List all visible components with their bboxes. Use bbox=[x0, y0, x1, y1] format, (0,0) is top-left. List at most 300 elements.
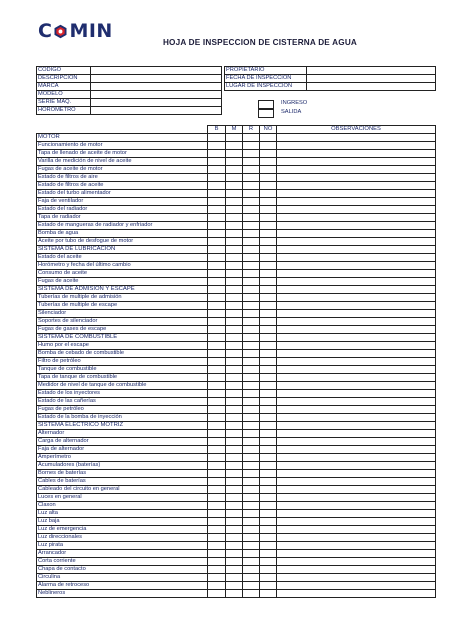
equipment-info-value-field[interactable] bbox=[91, 99, 222, 107]
observation-cell[interactable] bbox=[277, 390, 436, 398]
observation-cell[interactable] bbox=[277, 190, 436, 198]
rating-r-cell[interactable] bbox=[243, 558, 260, 566]
rating-r-cell[interactable] bbox=[243, 494, 260, 502]
rating-no-cell[interactable] bbox=[260, 534, 277, 542]
rating-b-cell[interactable] bbox=[208, 166, 226, 174]
rating-b-cell[interactable] bbox=[208, 502, 226, 510]
rating-r-cell[interactable] bbox=[243, 214, 260, 222]
rating-m-cell[interactable] bbox=[226, 230, 243, 238]
rating-r-cell[interactable] bbox=[243, 238, 260, 246]
rating-r-cell[interactable] bbox=[243, 310, 260, 318]
rating-m-cell[interactable] bbox=[226, 142, 243, 150]
rating-no-cell[interactable] bbox=[260, 374, 277, 382]
rating-b-cell[interactable] bbox=[208, 142, 226, 150]
rating-m-cell[interactable] bbox=[226, 254, 243, 262]
observation-cell[interactable] bbox=[277, 550, 436, 558]
rating-no-cell[interactable] bbox=[260, 590, 277, 598]
rating-r-cell[interactable] bbox=[243, 166, 260, 174]
rating-b-cell[interactable] bbox=[208, 246, 226, 254]
observation-cell[interactable] bbox=[277, 462, 436, 470]
observation-cell[interactable] bbox=[277, 374, 436, 382]
rating-b-cell[interactable] bbox=[208, 134, 226, 142]
observation-cell[interactable] bbox=[277, 534, 436, 542]
rating-no-cell[interactable] bbox=[260, 150, 277, 158]
rating-r-cell[interactable] bbox=[243, 182, 260, 190]
observation-cell[interactable] bbox=[277, 238, 436, 246]
rating-r-cell[interactable] bbox=[243, 430, 260, 438]
rating-m-cell[interactable] bbox=[226, 286, 243, 294]
observation-cell[interactable] bbox=[277, 478, 436, 486]
rating-r-cell[interactable] bbox=[243, 262, 260, 270]
rating-m-cell[interactable] bbox=[226, 270, 243, 278]
rating-no-cell[interactable] bbox=[260, 502, 277, 510]
rating-r-cell[interactable] bbox=[243, 542, 260, 550]
observation-cell[interactable] bbox=[277, 502, 436, 510]
rating-m-cell[interactable] bbox=[226, 558, 243, 566]
rating-m-cell[interactable] bbox=[226, 398, 243, 406]
rating-no-cell[interactable] bbox=[260, 302, 277, 310]
rating-r-cell[interactable] bbox=[243, 206, 260, 214]
rating-b-cell[interactable] bbox=[208, 214, 226, 222]
rating-b-cell[interactable] bbox=[208, 478, 226, 486]
rating-no-cell[interactable] bbox=[260, 406, 277, 414]
observation-cell[interactable] bbox=[277, 270, 436, 278]
observation-cell[interactable] bbox=[277, 326, 436, 334]
rating-no-cell[interactable] bbox=[260, 198, 277, 206]
observation-cell[interactable] bbox=[277, 230, 436, 238]
rating-m-cell[interactable] bbox=[226, 294, 243, 302]
rating-b-cell[interactable] bbox=[208, 150, 226, 158]
rating-no-cell[interactable] bbox=[260, 326, 277, 334]
rating-b-cell[interactable] bbox=[208, 206, 226, 214]
rating-r-cell[interactable] bbox=[243, 286, 260, 294]
rating-no-cell[interactable] bbox=[260, 246, 277, 254]
rating-r-cell[interactable] bbox=[243, 334, 260, 342]
rating-b-cell[interactable] bbox=[208, 494, 226, 502]
rating-b-cell[interactable] bbox=[208, 358, 226, 366]
rating-b-cell[interactable] bbox=[208, 182, 226, 190]
rating-b-cell[interactable] bbox=[208, 470, 226, 478]
rating-m-cell[interactable] bbox=[226, 222, 243, 230]
observation-cell[interactable] bbox=[277, 398, 436, 406]
rating-m-cell[interactable] bbox=[226, 158, 243, 166]
rating-r-cell[interactable] bbox=[243, 342, 260, 350]
rating-m-cell[interactable] bbox=[226, 150, 243, 158]
observation-cell[interactable] bbox=[277, 526, 436, 534]
rating-no-cell[interactable] bbox=[260, 238, 277, 246]
rating-b-cell[interactable] bbox=[208, 534, 226, 542]
rating-r-cell[interactable] bbox=[243, 270, 260, 278]
rating-r-cell[interactable] bbox=[243, 486, 260, 494]
rating-no-cell[interactable] bbox=[260, 262, 277, 270]
rating-m-cell[interactable] bbox=[226, 550, 243, 558]
owner-info-value-field[interactable] bbox=[307, 83, 436, 91]
observation-cell[interactable] bbox=[277, 318, 436, 326]
observation-cell[interactable] bbox=[277, 446, 436, 454]
rating-r-cell[interactable] bbox=[243, 406, 260, 414]
rating-b-cell[interactable] bbox=[208, 438, 226, 446]
rating-r-cell[interactable] bbox=[243, 150, 260, 158]
rating-b-cell[interactable] bbox=[208, 462, 226, 470]
rating-b-cell[interactable] bbox=[208, 238, 226, 246]
rating-m-cell[interactable] bbox=[226, 278, 243, 286]
owner-info-value-field[interactable] bbox=[307, 67, 436, 75]
rating-no-cell[interactable] bbox=[260, 182, 277, 190]
rating-r-cell[interactable] bbox=[243, 534, 260, 542]
rating-m-cell[interactable] bbox=[226, 534, 243, 542]
rating-no-cell[interactable] bbox=[260, 222, 277, 230]
rating-m-cell[interactable] bbox=[226, 542, 243, 550]
rating-r-cell[interactable] bbox=[243, 222, 260, 230]
rating-m-cell[interactable] bbox=[226, 382, 243, 390]
rating-m-cell[interactable] bbox=[226, 430, 243, 438]
rating-no-cell[interactable] bbox=[260, 366, 277, 374]
observation-cell[interactable] bbox=[277, 206, 436, 214]
observation-cell[interactable] bbox=[277, 286, 436, 294]
salida-checkbox[interactable] bbox=[258, 109, 274, 118]
observation-cell[interactable] bbox=[277, 518, 436, 526]
rating-b-cell[interactable] bbox=[208, 486, 226, 494]
rating-m-cell[interactable] bbox=[226, 366, 243, 374]
rating-m-cell[interactable] bbox=[226, 502, 243, 510]
rating-no-cell[interactable] bbox=[260, 438, 277, 446]
observation-cell[interactable] bbox=[277, 166, 436, 174]
observation-cell[interactable] bbox=[277, 278, 436, 286]
rating-m-cell[interactable] bbox=[226, 238, 243, 246]
rating-m-cell[interactable] bbox=[226, 486, 243, 494]
rating-b-cell[interactable] bbox=[208, 550, 226, 558]
rating-no-cell[interactable] bbox=[260, 486, 277, 494]
rating-b-cell[interactable] bbox=[208, 366, 226, 374]
observation-cell[interactable] bbox=[277, 542, 436, 550]
rating-b-cell[interactable] bbox=[208, 582, 226, 590]
equipment-info-value-field[interactable] bbox=[91, 83, 222, 91]
observation-cell[interactable] bbox=[277, 590, 436, 598]
rating-b-cell[interactable] bbox=[208, 342, 226, 350]
rating-b-cell[interactable] bbox=[208, 270, 226, 278]
observation-cell[interactable] bbox=[277, 582, 436, 590]
rating-m-cell[interactable] bbox=[226, 374, 243, 382]
observation-cell[interactable] bbox=[277, 430, 436, 438]
observation-cell[interactable] bbox=[277, 158, 436, 166]
rating-m-cell[interactable] bbox=[226, 334, 243, 342]
rating-m-cell[interactable] bbox=[226, 526, 243, 534]
observation-cell[interactable] bbox=[277, 342, 436, 350]
rating-b-cell[interactable] bbox=[208, 350, 226, 358]
rating-no-cell[interactable] bbox=[260, 494, 277, 502]
rating-m-cell[interactable] bbox=[226, 510, 243, 518]
rating-m-cell[interactable] bbox=[226, 358, 243, 366]
rating-m-cell[interactable] bbox=[226, 302, 243, 310]
rating-no-cell[interactable] bbox=[260, 414, 277, 422]
rating-no-cell[interactable] bbox=[260, 550, 277, 558]
rating-no-cell[interactable] bbox=[260, 390, 277, 398]
rating-b-cell[interactable] bbox=[208, 414, 226, 422]
rating-b-cell[interactable] bbox=[208, 318, 226, 326]
rating-m-cell[interactable] bbox=[226, 390, 243, 398]
observation-cell[interactable] bbox=[277, 262, 436, 270]
rating-no-cell[interactable] bbox=[260, 342, 277, 350]
rating-b-cell[interactable] bbox=[208, 374, 226, 382]
rating-b-cell[interactable] bbox=[208, 422, 226, 430]
rating-no-cell[interactable] bbox=[260, 134, 277, 142]
rating-m-cell[interactable] bbox=[226, 406, 243, 414]
rating-m-cell[interactable] bbox=[226, 342, 243, 350]
observation-cell[interactable] bbox=[277, 294, 436, 302]
rating-no-cell[interactable] bbox=[260, 334, 277, 342]
observation-cell[interactable] bbox=[277, 414, 436, 422]
rating-b-cell[interactable] bbox=[208, 574, 226, 582]
rating-r-cell[interactable] bbox=[243, 190, 260, 198]
observation-cell[interactable] bbox=[277, 142, 436, 150]
rating-no-cell[interactable] bbox=[260, 582, 277, 590]
observation-cell[interactable] bbox=[277, 334, 436, 342]
rating-b-cell[interactable] bbox=[208, 334, 226, 342]
observation-cell[interactable] bbox=[277, 382, 436, 390]
rating-no-cell[interactable] bbox=[260, 190, 277, 198]
rating-m-cell[interactable] bbox=[226, 582, 243, 590]
rating-r-cell[interactable] bbox=[243, 318, 260, 326]
rating-no-cell[interactable] bbox=[260, 142, 277, 150]
observation-cell[interactable] bbox=[277, 134, 436, 142]
observation-cell[interactable] bbox=[277, 470, 436, 478]
rating-b-cell[interactable] bbox=[208, 278, 226, 286]
rating-m-cell[interactable] bbox=[226, 518, 243, 526]
rating-m-cell[interactable] bbox=[226, 446, 243, 454]
observation-cell[interactable] bbox=[277, 350, 436, 358]
rating-r-cell[interactable] bbox=[243, 302, 260, 310]
rating-r-cell[interactable] bbox=[243, 158, 260, 166]
rating-m-cell[interactable] bbox=[226, 310, 243, 318]
rating-b-cell[interactable] bbox=[208, 286, 226, 294]
rating-m-cell[interactable] bbox=[226, 214, 243, 222]
rating-no-cell[interactable] bbox=[260, 318, 277, 326]
rating-no-cell[interactable] bbox=[260, 206, 277, 214]
rating-r-cell[interactable] bbox=[243, 446, 260, 454]
rating-b-cell[interactable] bbox=[208, 454, 226, 462]
rating-r-cell[interactable] bbox=[243, 510, 260, 518]
rating-r-cell[interactable] bbox=[243, 462, 260, 470]
rating-m-cell[interactable] bbox=[226, 198, 243, 206]
rating-no-cell[interactable] bbox=[260, 422, 277, 430]
observation-cell[interactable] bbox=[277, 214, 436, 222]
observation-cell[interactable] bbox=[277, 222, 436, 230]
observation-cell[interactable] bbox=[277, 246, 436, 254]
rating-r-cell[interactable] bbox=[243, 142, 260, 150]
observation-cell[interactable] bbox=[277, 406, 436, 414]
rating-b-cell[interactable] bbox=[208, 558, 226, 566]
rating-m-cell[interactable] bbox=[226, 590, 243, 598]
observation-cell[interactable] bbox=[277, 150, 436, 158]
rating-m-cell[interactable] bbox=[226, 262, 243, 270]
equipment-info-value-field[interactable] bbox=[91, 67, 222, 75]
rating-no-cell[interactable] bbox=[260, 382, 277, 390]
rating-m-cell[interactable] bbox=[226, 454, 243, 462]
rating-no-cell[interactable] bbox=[260, 542, 277, 550]
rating-b-cell[interactable] bbox=[208, 230, 226, 238]
rating-b-cell[interactable] bbox=[208, 566, 226, 574]
rating-m-cell[interactable] bbox=[226, 182, 243, 190]
rating-r-cell[interactable] bbox=[243, 422, 260, 430]
rating-m-cell[interactable] bbox=[226, 438, 243, 446]
rating-b-cell[interactable] bbox=[208, 198, 226, 206]
rating-r-cell[interactable] bbox=[243, 550, 260, 558]
rating-b-cell[interactable] bbox=[208, 222, 226, 230]
observation-cell[interactable] bbox=[277, 302, 436, 310]
rating-b-cell[interactable] bbox=[208, 262, 226, 270]
rating-b-cell[interactable] bbox=[208, 390, 226, 398]
rating-m-cell[interactable] bbox=[226, 462, 243, 470]
observation-cell[interactable] bbox=[277, 310, 436, 318]
observation-cell[interactable] bbox=[277, 574, 436, 582]
rating-no-cell[interactable] bbox=[260, 254, 277, 262]
rating-m-cell[interactable] bbox=[226, 422, 243, 430]
rating-r-cell[interactable] bbox=[243, 366, 260, 374]
observation-cell[interactable] bbox=[277, 454, 436, 462]
equipment-info-value-field[interactable] bbox=[91, 91, 222, 99]
rating-m-cell[interactable] bbox=[226, 566, 243, 574]
rating-r-cell[interactable] bbox=[243, 230, 260, 238]
rating-no-cell[interactable] bbox=[260, 558, 277, 566]
rating-b-cell[interactable] bbox=[208, 542, 226, 550]
rating-b-cell[interactable] bbox=[208, 310, 226, 318]
rating-m-cell[interactable] bbox=[226, 494, 243, 502]
rating-no-cell[interactable] bbox=[260, 286, 277, 294]
rating-no-cell[interactable] bbox=[260, 518, 277, 526]
rating-b-cell[interactable] bbox=[208, 590, 226, 598]
rating-r-cell[interactable] bbox=[243, 478, 260, 486]
rating-m-cell[interactable] bbox=[226, 350, 243, 358]
rating-r-cell[interactable] bbox=[243, 374, 260, 382]
observation-cell[interactable] bbox=[277, 510, 436, 518]
rating-r-cell[interactable] bbox=[243, 390, 260, 398]
rating-r-cell[interactable] bbox=[243, 518, 260, 526]
rating-no-cell[interactable] bbox=[260, 270, 277, 278]
rating-r-cell[interactable] bbox=[243, 294, 260, 302]
rating-no-cell[interactable] bbox=[260, 230, 277, 238]
observation-cell[interactable] bbox=[277, 358, 436, 366]
rating-b-cell[interactable] bbox=[208, 382, 226, 390]
rating-no-cell[interactable] bbox=[260, 158, 277, 166]
rating-b-cell[interactable] bbox=[208, 174, 226, 182]
observation-cell[interactable] bbox=[277, 558, 436, 566]
rating-no-cell[interactable] bbox=[260, 510, 277, 518]
rating-b-cell[interactable] bbox=[208, 406, 226, 414]
rating-no-cell[interactable] bbox=[260, 278, 277, 286]
equipment-info-value-field[interactable] bbox=[91, 75, 222, 83]
rating-b-cell[interactable] bbox=[208, 254, 226, 262]
rating-no-cell[interactable] bbox=[260, 478, 277, 486]
rating-b-cell[interactable] bbox=[208, 430, 226, 438]
rating-b-cell[interactable] bbox=[208, 190, 226, 198]
rating-no-cell[interactable] bbox=[260, 358, 277, 366]
rating-m-cell[interactable] bbox=[226, 174, 243, 182]
rating-no-cell[interactable] bbox=[260, 294, 277, 302]
rating-r-cell[interactable] bbox=[243, 382, 260, 390]
rating-r-cell[interactable] bbox=[243, 582, 260, 590]
rating-r-cell[interactable] bbox=[243, 502, 260, 510]
rating-r-cell[interactable] bbox=[243, 414, 260, 422]
observation-cell[interactable] bbox=[277, 366, 436, 374]
rating-r-cell[interactable] bbox=[243, 278, 260, 286]
observation-cell[interactable] bbox=[277, 182, 436, 190]
rating-r-cell[interactable] bbox=[243, 246, 260, 254]
rating-r-cell[interactable] bbox=[243, 470, 260, 478]
rating-no-cell[interactable] bbox=[260, 166, 277, 174]
rating-r-cell[interactable] bbox=[243, 174, 260, 182]
rating-m-cell[interactable] bbox=[226, 190, 243, 198]
rating-b-cell[interactable] bbox=[208, 510, 226, 518]
rating-b-cell[interactable] bbox=[208, 518, 226, 526]
rating-r-cell[interactable] bbox=[243, 438, 260, 446]
observation-cell[interactable] bbox=[277, 422, 436, 430]
rating-r-cell[interactable] bbox=[243, 574, 260, 582]
rating-no-cell[interactable] bbox=[260, 462, 277, 470]
rating-m-cell[interactable] bbox=[226, 134, 243, 142]
rating-m-cell[interactable] bbox=[226, 318, 243, 326]
rating-r-cell[interactable] bbox=[243, 254, 260, 262]
rating-no-cell[interactable] bbox=[260, 310, 277, 318]
rating-no-cell[interactable] bbox=[260, 470, 277, 478]
rating-no-cell[interactable] bbox=[260, 526, 277, 534]
owner-info-value-field[interactable] bbox=[307, 75, 436, 83]
rating-r-cell[interactable] bbox=[243, 590, 260, 598]
rating-r-cell[interactable] bbox=[243, 326, 260, 334]
observation-cell[interactable] bbox=[277, 494, 436, 502]
rating-m-cell[interactable] bbox=[226, 166, 243, 174]
rating-b-cell[interactable] bbox=[208, 302, 226, 310]
rating-r-cell[interactable] bbox=[243, 398, 260, 406]
rating-no-cell[interactable] bbox=[260, 350, 277, 358]
rating-no-cell[interactable] bbox=[260, 398, 277, 406]
observation-cell[interactable] bbox=[277, 486, 436, 494]
observation-cell[interactable] bbox=[277, 566, 436, 574]
observation-cell[interactable] bbox=[277, 198, 436, 206]
rating-no-cell[interactable] bbox=[260, 566, 277, 574]
rating-b-cell[interactable] bbox=[208, 398, 226, 406]
observation-cell[interactable] bbox=[277, 254, 436, 262]
rating-m-cell[interactable] bbox=[226, 574, 243, 582]
rating-r-cell[interactable] bbox=[243, 134, 260, 142]
rating-b-cell[interactable] bbox=[208, 158, 226, 166]
observation-cell[interactable] bbox=[277, 174, 436, 182]
rating-b-cell[interactable] bbox=[208, 446, 226, 454]
observation-cell[interactable] bbox=[277, 438, 436, 446]
rating-r-cell[interactable] bbox=[243, 454, 260, 462]
rating-m-cell[interactable] bbox=[226, 470, 243, 478]
rating-no-cell[interactable] bbox=[260, 446, 277, 454]
rating-r-cell[interactable] bbox=[243, 198, 260, 206]
rating-m-cell[interactable] bbox=[226, 478, 243, 486]
rating-no-cell[interactable] bbox=[260, 454, 277, 462]
rating-r-cell[interactable] bbox=[243, 358, 260, 366]
rating-r-cell[interactable] bbox=[243, 350, 260, 358]
rating-m-cell[interactable] bbox=[226, 414, 243, 422]
rating-m-cell[interactable] bbox=[226, 206, 243, 214]
equipment-info-value-field[interactable] bbox=[91, 107, 222, 115]
rating-no-cell[interactable] bbox=[260, 574, 277, 582]
rating-no-cell[interactable] bbox=[260, 430, 277, 438]
rating-b-cell[interactable] bbox=[208, 294, 226, 302]
rating-r-cell[interactable] bbox=[243, 526, 260, 534]
rating-b-cell[interactable] bbox=[208, 326, 226, 334]
rating-r-cell[interactable] bbox=[243, 566, 260, 574]
ingreso-checkbox[interactable] bbox=[258, 100, 274, 109]
rating-m-cell[interactable] bbox=[226, 246, 243, 254]
rating-m-cell[interactable] bbox=[226, 326, 243, 334]
rating-no-cell[interactable] bbox=[260, 214, 277, 222]
rating-b-cell[interactable] bbox=[208, 526, 226, 534]
